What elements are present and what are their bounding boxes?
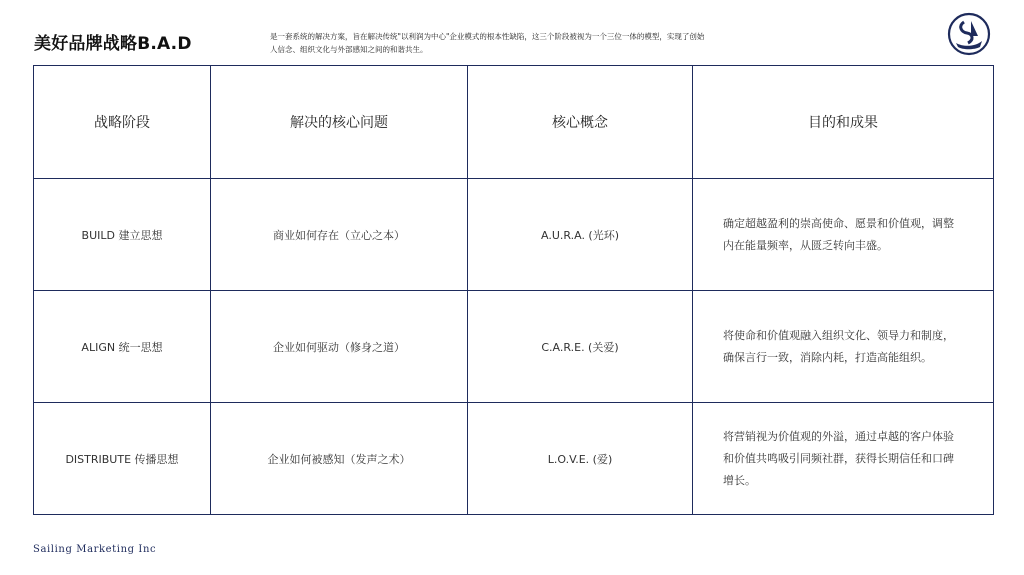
cell-stage: BUILD 建立思想 xyxy=(34,179,211,291)
cell-concept: A.U.R.A. (光环) xyxy=(468,179,693,291)
table-header-row xyxy=(34,66,994,179)
cell-stage: DISTRIBUTE 传播思想 xyxy=(34,403,211,515)
cell-concept: C.A.R.E. (关爱) xyxy=(468,291,693,403)
cell-question: 商业如何存在（立心之本） xyxy=(211,179,468,291)
footer-brand: Sailing Marketing Inc xyxy=(33,544,157,555)
cell-question: 企业如何驱动（修身之道） xyxy=(211,291,468,403)
table-row xyxy=(34,179,994,291)
cell-result: 确定超越盈利的崇高使命、愿景和价值观，调整内在能量频率，从匮乏转向丰盛。 xyxy=(693,179,994,291)
cell-result: 将使命和价值观融入组织文化、领导力和制度，确保言行一致，消除内耗，打造高能组织。 xyxy=(693,291,994,403)
cell-result: 将营销视为价值观的外溢，通过卓越的客户体验和价值共鸣吸引同频社群，获得长期信任和口碑增长。 xyxy=(693,403,994,515)
cell-stage: ALIGN 统一思想 xyxy=(34,291,211,403)
strategy-table xyxy=(33,65,994,515)
cell-concept: L.O.V.E. (爱) xyxy=(468,403,693,515)
sailboat-logo-icon xyxy=(947,12,991,56)
page-description: 是一套系统的解决方案，旨在解决传统"以利润为中心"企业模式的根本性缺陷，这三个阶段被视为一个三位一体的模型，实现了创始人信念、组织文化与外部感知之间的和谐共生。 xyxy=(270,32,705,54)
cell-question: 企业如何被感知（发声之术） xyxy=(211,403,468,515)
table-row xyxy=(34,403,994,515)
header-cell-concept: 核心概念 xyxy=(468,66,693,179)
header-cell-result: 目的和成果 xyxy=(693,66,994,179)
table-row xyxy=(34,291,994,403)
header-cell-stage: 战略阶段 xyxy=(34,66,211,179)
header-cell-question: 解决的核心问题 xyxy=(211,66,468,179)
page-title: 美好品牌战略B.A.D xyxy=(34,34,192,54)
